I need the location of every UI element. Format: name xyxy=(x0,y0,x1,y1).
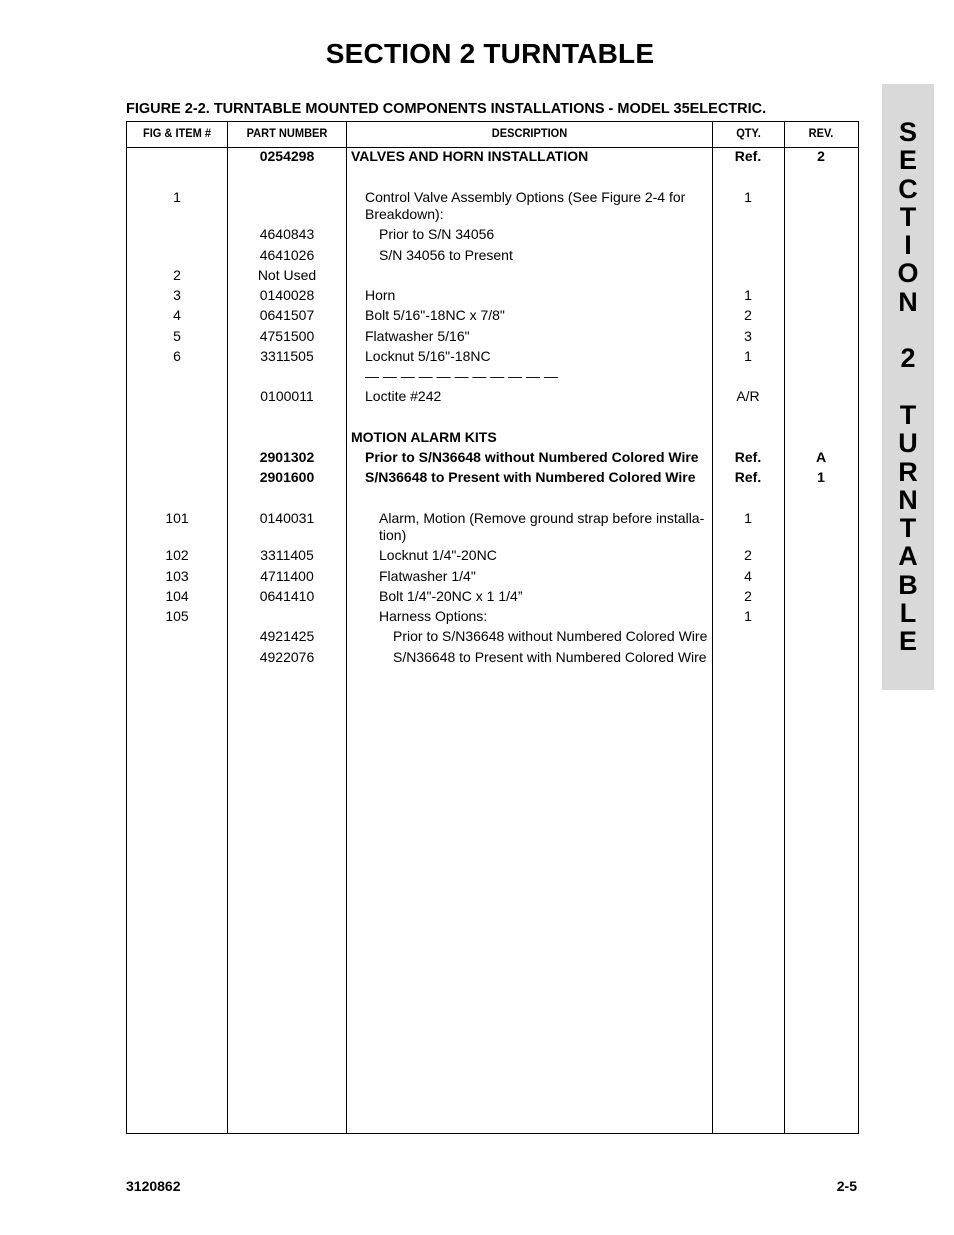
quantity: 1 xyxy=(744,348,752,364)
description: Prior to S/N36648 without Numbered Colored Wire xyxy=(365,449,699,465)
part-number: 4921425 xyxy=(259,628,315,644)
part-number: 0140028 xyxy=(259,287,315,303)
side-tab-letter: E xyxy=(898,145,917,176)
quantity: Ref. xyxy=(734,148,762,164)
side-tab-letter: E xyxy=(898,626,917,657)
quantity: 1 xyxy=(744,287,752,303)
description: Loctite #242 xyxy=(365,388,442,404)
description: Control Valve Assembly Options (See Figure 2-4 for xyxy=(365,189,686,205)
side-tab-letter: S xyxy=(898,117,917,147)
item-number: 102 xyxy=(165,547,189,563)
part-number: 3311505 xyxy=(260,348,314,364)
item-number: 3 xyxy=(173,287,181,303)
description: Flatwasher 1/4" xyxy=(379,568,476,584)
side-tab-letter: T xyxy=(899,513,917,544)
document-number: 3120862 xyxy=(126,1178,181,1194)
quantity: 2 xyxy=(744,307,752,323)
description: S/N 34056 to Present xyxy=(379,247,513,263)
header-rev: REV. xyxy=(808,126,834,140)
quantity: 1 xyxy=(744,608,752,624)
revision: 2 xyxy=(817,148,825,164)
description: Alarm, Motion (Remove ground strap before installa- xyxy=(379,510,705,526)
description: Bolt 1/4"-20NC x 1 1/4” xyxy=(379,588,523,604)
header-description: DESCRIPTION xyxy=(491,126,568,140)
description: Prior to S/N 34056 xyxy=(379,226,495,242)
figure-title: FIGURE 2-2. TURNTABLE MOUNTED COMPONENTS INSTALLATIONS - MODEL 35ELECTRIC. xyxy=(126,101,767,117)
parts-table xyxy=(126,121,859,1134)
part-number: 0641507 xyxy=(259,307,315,323)
quantity: Ref. xyxy=(734,449,762,465)
revision: 1 xyxy=(817,469,825,485)
quantity: 1 xyxy=(744,510,752,526)
quantity: Ref. xyxy=(734,469,762,485)
header-item: FIG & ITEM # xyxy=(142,126,212,140)
side-tab-letter: C xyxy=(898,173,918,204)
part-number: 4641026 xyxy=(259,247,315,263)
side-tab-letter: I xyxy=(904,230,912,261)
side-tab-letters xyxy=(882,118,934,656)
item-number: 1 xyxy=(173,189,181,205)
side-tab-letter: R xyxy=(898,456,918,487)
side-tab-letter: A xyxy=(898,541,918,572)
side-tab-letter: O xyxy=(897,258,919,289)
item-number: 4 xyxy=(173,307,181,323)
side-tab-letter xyxy=(882,316,934,344)
header-part-number: PART NUMBER xyxy=(246,126,328,140)
description: tion) xyxy=(379,527,407,543)
description: Bolt 5/16"-18NC x 7/8" xyxy=(365,307,505,323)
description: — — — — — — — — — — — xyxy=(365,368,558,384)
part-number: 0100011 xyxy=(260,388,314,404)
item-number: 105 xyxy=(165,608,189,624)
part-number: 4922076 xyxy=(259,649,315,665)
description: MOTION ALARM KITS xyxy=(351,429,497,445)
part-number: 4640843 xyxy=(259,226,315,242)
item-number: 103 xyxy=(165,568,189,584)
description: VALVES AND HORN INSTALLATION xyxy=(351,148,589,164)
description: Horn xyxy=(365,287,396,303)
description: Breakdown): xyxy=(365,206,444,222)
part-number: 0254298 xyxy=(259,148,315,164)
page-number: 2-5 xyxy=(836,1178,857,1194)
part-number: 3311405 xyxy=(260,547,314,563)
description: Locknut 5/16"-18NC xyxy=(365,348,491,364)
description: Prior to S/N36648 without Numbered Colored Wire xyxy=(393,628,708,644)
side-tab-letter: L xyxy=(899,598,917,629)
part-number: 0641410 xyxy=(259,588,315,604)
quantity: 3 xyxy=(744,328,752,344)
item-number: 104 xyxy=(165,588,189,604)
description: Flatwasher 5/16" xyxy=(365,328,470,344)
part-number: 2901302 xyxy=(259,449,315,465)
item-number: 6 xyxy=(173,348,181,364)
side-tab-letter: B xyxy=(898,569,918,600)
description: S/N36648 to Present with Numbered Colored Wire xyxy=(393,649,707,665)
column-divider xyxy=(346,122,347,1133)
item-number: 2 xyxy=(173,267,181,283)
part-number: 4751500 xyxy=(259,328,315,344)
part-number: 0140031 xyxy=(259,510,315,526)
side-tab-letter: N xyxy=(898,286,918,317)
side-tab-letter: 2 xyxy=(900,343,916,374)
description: S/N36648 to Present with Numbered Colored Wire xyxy=(365,469,696,485)
section-title: SECTION 2 TURNTABLE xyxy=(325,38,655,69)
quantity: 2 xyxy=(744,588,752,604)
header-qty: QTY. xyxy=(736,126,761,140)
quantity: A/R xyxy=(736,388,760,404)
side-tab-letter: N xyxy=(898,484,918,515)
section-side-tab xyxy=(882,84,934,690)
side-tab-letter xyxy=(882,373,934,401)
description: Harness Options: xyxy=(379,608,488,624)
part-number: 2901600 xyxy=(259,469,315,485)
revision: A xyxy=(815,449,827,465)
quantity: 1 xyxy=(744,189,752,205)
quantity: 4 xyxy=(744,568,752,584)
part-number: 4711400 xyxy=(260,568,314,584)
side-tab-letter: U xyxy=(898,428,918,459)
side-tab-letter: T xyxy=(899,201,917,232)
column-divider xyxy=(784,122,785,1133)
item-number: 101 xyxy=(165,510,189,526)
description: Locknut 1/4"-20NC xyxy=(379,547,497,563)
item-number: 5 xyxy=(173,328,181,344)
quantity: 2 xyxy=(744,547,752,563)
part-number: Not Used xyxy=(257,267,317,283)
side-tab-letter: T xyxy=(899,399,917,430)
